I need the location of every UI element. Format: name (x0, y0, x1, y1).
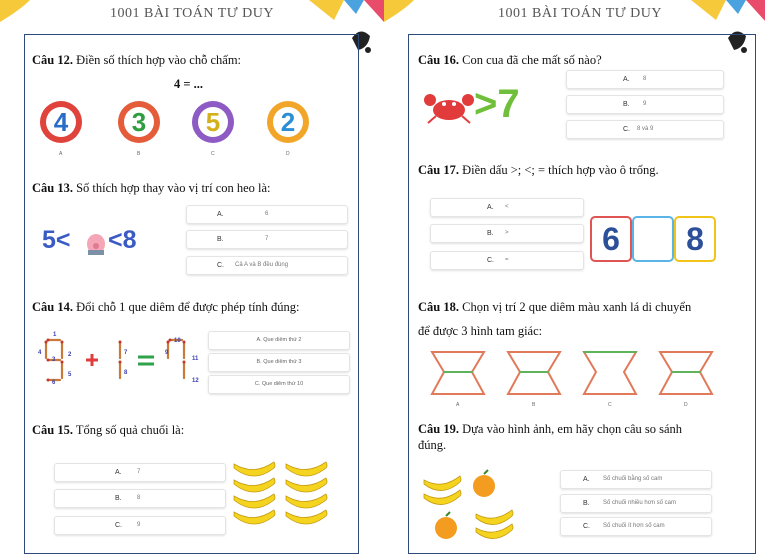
question-13 (32, 180, 271, 196)
answer-option-b[interactable]: B. Que diêm thứ 3 (208, 353, 350, 372)
question-text: Điền dấu >; <; = thích hợp vào ô trống. (462, 163, 659, 177)
flower-number: 5 (205, 107, 221, 137)
option-caption: B (532, 402, 536, 408)
option-value: Cả A và B đều đúng (235, 262, 289, 268)
option-caption: C (608, 402, 612, 408)
flower-number: 2 (280, 107, 296, 137)
option-caption: B (137, 151, 141, 157)
option-key: A. (583, 476, 590, 483)
answer-option-a[interactable]: A. Que diêm thứ 2 (208, 331, 350, 350)
option-value: 9 (643, 101, 647, 107)
answer-option-a[interactable] (560, 470, 712, 489)
matchstick-number: 4 (38, 350, 42, 356)
option-value: 7 (137, 469, 141, 475)
option-key: C. (583, 523, 590, 530)
answer-option-b[interactable] (560, 494, 712, 513)
question-label: Câu 15. (32, 423, 73, 437)
answer-option-a[interactable] (186, 205, 348, 224)
flower-option-a[interactable] (38, 99, 84, 145)
option-value: 8 (643, 76, 647, 82)
matchstick-number: 3 (52, 357, 56, 363)
matchstick-number: 8 (124, 370, 128, 376)
banana-group-icon (230, 456, 334, 540)
option-key: A. (217, 211, 224, 218)
answer-option-b[interactable] (566, 95, 724, 114)
option-value: < (505, 204, 509, 210)
question-text: Con cua đã che mất số nào? (462, 53, 602, 67)
inequality-sign: >7 (474, 82, 520, 126)
option-value: > (505, 230, 509, 236)
matchstick-number: 5 (68, 372, 72, 378)
matchstick-number: 6 (52, 380, 56, 386)
question-text: Tổng số quả chuối là: (75, 423, 185, 437)
page-header: 1001 BÀI TOÁN TƯ DUY (110, 6, 274, 21)
option-key: A. (487, 204, 494, 211)
number-box-left: 6 (590, 216, 632, 262)
question-label: Câu 14. (32, 300, 73, 314)
answer-option-b[interactable] (430, 224, 584, 243)
matchstick-number: 7 (124, 350, 128, 356)
equation: 4 = ... (174, 77, 203, 91)
option-key: C. (623, 126, 630, 133)
option-value: 7 (265, 236, 269, 242)
question-label: Câu 18. (418, 300, 459, 314)
matchstick-number: 12 (192, 378, 199, 384)
question-18-line-2: để được 3 hình tam giác: (418, 324, 543, 338)
pig-icon (84, 228, 108, 256)
right-page (394, 0, 765, 558)
number-box-right: 8 (674, 216, 716, 262)
question-label: Câu 12. (32, 53, 73, 67)
answer-option-c[interactable] (566, 120, 724, 139)
option-key: B. (115, 495, 122, 502)
flower-number: 3 (131, 107, 147, 137)
question-label: Câu 19. (418, 422, 459, 436)
option-key: B. (623, 101, 630, 108)
answer-blank-box[interactable] (632, 216, 674, 262)
option-key: C. (115, 522, 122, 529)
option-key: B. (583, 500, 590, 507)
question-label: Câu 17. (418, 163, 459, 177)
answer-option-c[interactable] (186, 256, 348, 275)
question-19 (418, 421, 682, 437)
answer-option-a[interactable] (54, 463, 226, 482)
question-label: Câu 16. (418, 53, 459, 67)
option-value: 8 và 9 (637, 126, 654, 132)
matchstick-number: 11 (192, 356, 199, 362)
option-key: A. (623, 76, 630, 83)
question-text: Dựa vào hình ảnh, em hãy chọn câu so sánh (462, 422, 683, 436)
answer-option-a[interactable] (430, 198, 584, 217)
answer-option-c[interactable] (430, 251, 584, 270)
option-value: 9 (137, 522, 141, 528)
option-value: 6 (265, 211, 269, 217)
fruit-group-icon (422, 466, 526, 546)
question-12 (32, 52, 241, 68)
question-16 (418, 52, 602, 68)
option-caption: D (684, 402, 688, 408)
question-label: Câu 13. (32, 181, 73, 195)
matchstick-triangles (430, 348, 730, 400)
option-key: C. (487, 257, 494, 264)
option-value: Số chuối ít hơn số cam (603, 523, 665, 529)
option-caption: A (59, 151, 63, 157)
inequality-right: <8 (108, 226, 137, 254)
flower-option-c[interactable] (190, 99, 236, 145)
answer-option-b[interactable] (54, 489, 226, 508)
crab-icon (424, 90, 474, 126)
question-text: Điền số thích hợp vào chỗ chấm: (76, 53, 242, 67)
question-15 (32, 422, 184, 438)
option-caption: A (456, 402, 460, 408)
option-caption: C (211, 151, 215, 157)
answer-option-c[interactable]: C. Que diêm thứ 10 (208, 375, 350, 394)
option-value: = (505, 257, 509, 263)
option-value: 8 (137, 495, 141, 501)
matchstick-number: 10 (174, 338, 181, 344)
question-17 (418, 162, 659, 178)
answer-option-c[interactable] (560, 517, 712, 536)
page-header: 1001 BÀI TOÁN TƯ DUY (498, 6, 662, 21)
option-key: C. (217, 262, 224, 269)
question-text: Số thích hợp thay vào vị trí con heo là: (76, 181, 271, 195)
question-14 (32, 299, 300, 315)
option-value: Số chuối bằng số cam (603, 476, 663, 482)
option-key: B. (217, 236, 224, 243)
matchstick-number: 1 (53, 332, 57, 338)
matchstick-number: 2 (68, 352, 72, 358)
option-caption: D (286, 151, 290, 157)
answer-option-b[interactable] (186, 230, 348, 249)
question-19-line-2: đúng. (418, 438, 447, 452)
option-key: A. (115, 469, 122, 476)
inequality-left: 5< (42, 226, 71, 254)
flower-option-d[interactable] (265, 99, 311, 145)
question-text: Đổi chỗ 1 que diêm để được phép tính đúng: (76, 300, 300, 314)
flower-number: 4 (53, 107, 69, 137)
option-value: Số chuối nhiều hơn số cam (603, 500, 676, 506)
question-18 (418, 299, 691, 315)
answer-option-c[interactable] (54, 516, 226, 535)
question-text: Chọn vị trí 2 que diêm màu xanh lá di chuyển (462, 300, 692, 314)
left-page (6, 0, 378, 558)
answer-option-a[interactable] (566, 70, 724, 89)
flower-option-b[interactable] (116, 99, 162, 145)
option-key: B. (487, 230, 494, 237)
matchstick-number: 9 (165, 350, 169, 356)
